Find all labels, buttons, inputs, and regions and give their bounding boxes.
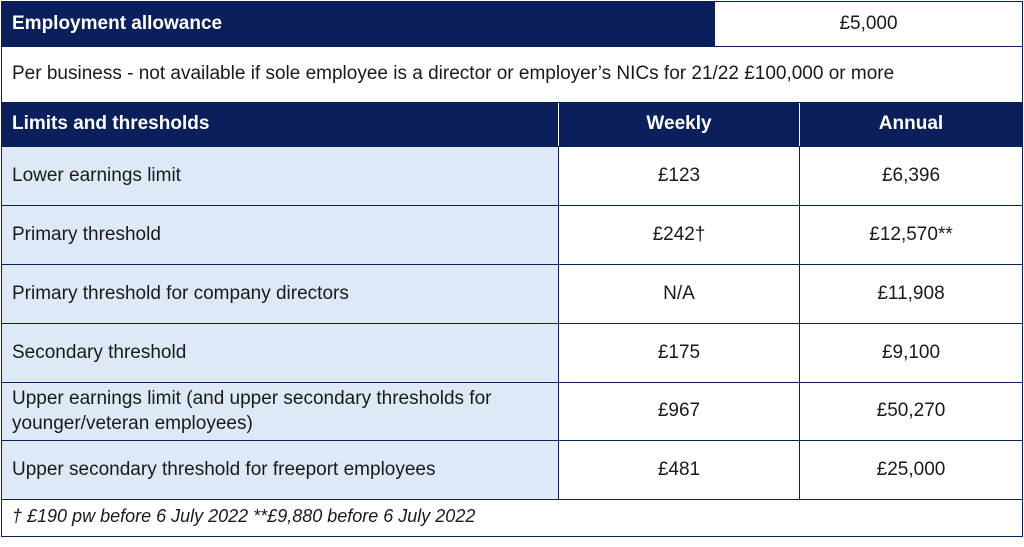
- row-label: Primary threshold: [2, 206, 558, 264]
- header-weekly: Weekly: [558, 103, 799, 146]
- table-row: [2, 265, 1022, 324]
- employment-allowance-note: Per business - not available if sole employee is a director or employer’s NICs for 21/22 £100,000 or more: [12, 63, 895, 85]
- row-annual-value: £9,100: [799, 324, 1022, 382]
- employment-allowance-note-row: [2, 47, 1022, 103]
- row-weekly-value: £175: [558, 324, 799, 382]
- nic-rates-table: [1, 1, 1023, 537]
- table-row: [2, 206, 1022, 265]
- employment-allowance-row: [2, 2, 1022, 47]
- row-label: Lower earnings limit: [2, 147, 558, 205]
- row-annual-value: £50,270: [799, 383, 1022, 440]
- header-annual: Annual: [799, 103, 1022, 146]
- row-weekly-value: £242†: [558, 206, 799, 264]
- employment-allowance-label: Employment allowance: [2, 2, 715, 46]
- row-weekly-value: £481: [558, 441, 799, 499]
- row-annual-value: £11,908: [799, 265, 1022, 323]
- row-annual-value: £6,396: [799, 147, 1022, 205]
- row-weekly-value: £967: [558, 383, 799, 440]
- table-header-row: [2, 103, 1022, 147]
- row-weekly-value: N/A: [558, 265, 799, 323]
- table-row: [2, 324, 1022, 383]
- table-row: [2, 383, 1022, 441]
- employment-allowance-value: £5,000: [839, 12, 898, 34]
- row-label: Upper secondary threshold for freeport employees: [2, 441, 558, 499]
- row-label: Primary threshold for company directors: [2, 265, 558, 323]
- row-weekly-value: £123: [558, 147, 799, 205]
- row-annual-value: £25,000: [799, 441, 1022, 499]
- table-row: [2, 441, 1022, 500]
- table-row: [2, 147, 1022, 206]
- row-label: Secondary threshold: [2, 324, 558, 382]
- header-limits-thresholds: Limits and thresholds: [2, 103, 558, 146]
- footnote-row: [2, 500, 1022, 534]
- row-annual-value: £12,570**: [799, 206, 1022, 264]
- row-label: Upper earnings limit (and upper secondary thresholds for younger/veteran employees): [2, 383, 558, 440]
- footnote: † £190 pw before 6 July 2022 **£9,880 before 6 July 2022: [12, 506, 476, 527]
